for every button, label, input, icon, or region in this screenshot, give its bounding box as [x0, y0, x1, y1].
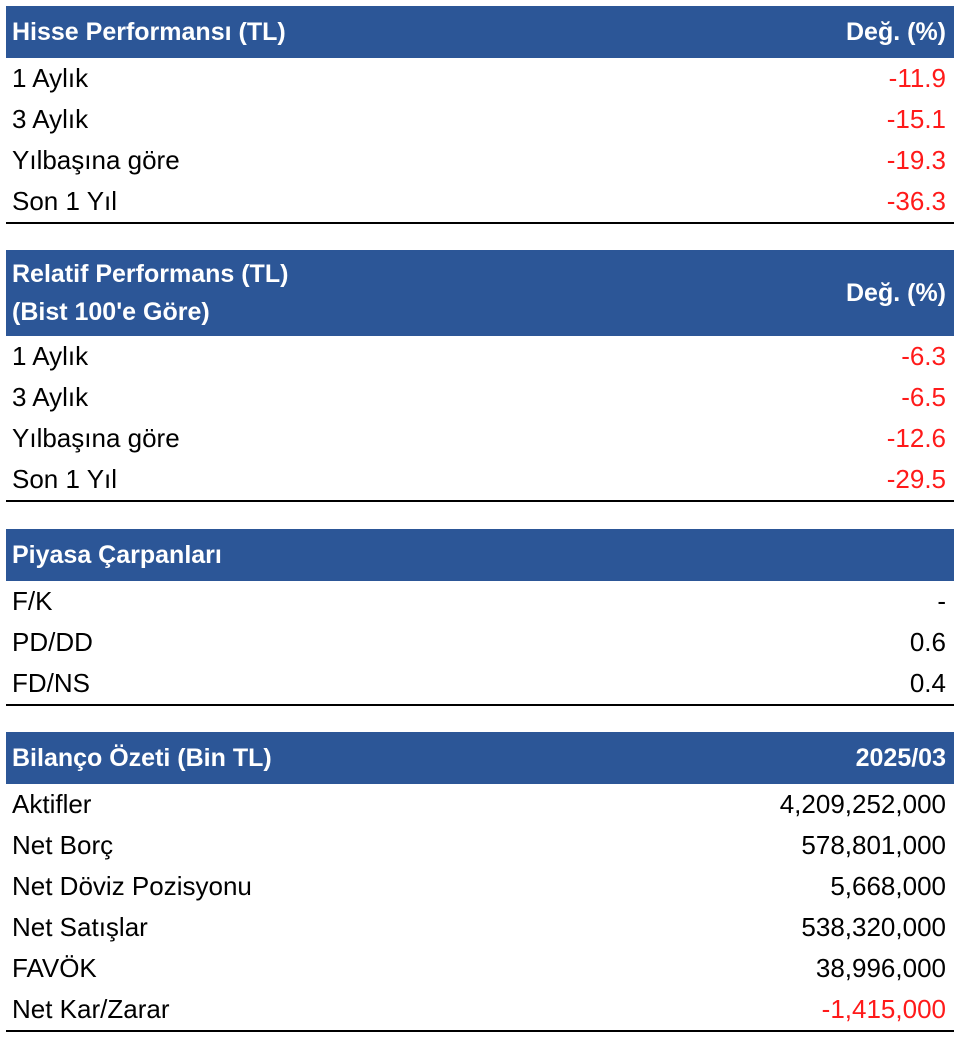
- row-value: -29.5: [886, 464, 946, 494]
- row-value: -6.3: [901, 341, 946, 371]
- balance-summary-title: Bilanço Özeti (Bin TL): [12, 743, 272, 772]
- table-row: [6, 58, 954, 99]
- row-label: Net Borç: [12, 830, 114, 860]
- stock-performance-table: [6, 6, 954, 224]
- table-row: [6, 663, 954, 704]
- stock-performance-value-header: Değ. (%): [846, 17, 946, 46]
- relative-performance-title: Relatif Performans (TL): [12, 260, 289, 288]
- row-label: 3 Aylık: [12, 104, 89, 134]
- row-value: 538,320,000: [801, 912, 946, 942]
- row-value: 4,209,252,000: [779, 789, 946, 819]
- balance-summary-period: 2025/03: [855, 743, 946, 772]
- row-label: Net Kar/Zarar: [12, 994, 170, 1024]
- row-value: 38,996,000: [815, 953, 946, 983]
- table-row: [6, 866, 954, 907]
- relative-performance-subtitle: (Bist 100'e Göre): [12, 298, 210, 326]
- row-label: 1 Aylık: [12, 341, 89, 371]
- table-row: [6, 907, 954, 948]
- stock-performance-title: Hisse Performansı (TL): [12, 17, 286, 46]
- table-row: [6, 581, 954, 622]
- row-label: Aktifler: [12, 789, 92, 819]
- row-label: Yılbaşına göre: [12, 145, 180, 175]
- row-value: -1,415,000: [821, 994, 946, 1024]
- row-label: Net Döviz Pozisyonu: [12, 871, 252, 901]
- relative-performance-value-header: Değ. (%): [846, 278, 946, 307]
- row-value: -11.9: [888, 63, 946, 93]
- row-value: -15.1: [886, 104, 946, 134]
- row-label: 1 Aylık: [12, 63, 89, 93]
- row-label: Yılbaşına göre: [12, 423, 180, 453]
- stock-performance-header: [6, 6, 954, 58]
- table-row: [6, 418, 954, 459]
- row-value: -6.5: [901, 382, 946, 412]
- row-label: FAVÖK: [12, 953, 97, 983]
- table-row: [6, 181, 954, 222]
- balance-summary-header: [6, 732, 954, 784]
- table-row: [6, 784, 954, 825]
- row-value: -12.6: [886, 423, 946, 453]
- table-row: [6, 622, 954, 663]
- row-label: F/K: [12, 586, 53, 616]
- table-row: [6, 140, 954, 181]
- row-label: 3 Aylık: [12, 382, 89, 412]
- table-row: [6, 99, 954, 140]
- table-row: [6, 989, 954, 1030]
- market-multiples-header: [6, 529, 954, 581]
- relative-performance-table: [6, 250, 954, 502]
- table-row: [6, 825, 954, 866]
- market-multiples-title: Piyasa Çarpanları: [12, 540, 222, 569]
- row-value: 578,801,000: [801, 830, 946, 860]
- row-label: PD/DD: [12, 627, 93, 657]
- row-label: Son 1 Yıl: [12, 186, 118, 216]
- market-multiples-table: [6, 529, 954, 706]
- row-value: 5,668,000: [830, 871, 946, 901]
- row-value: 0.4: [909, 668, 946, 698]
- table-row: [6, 336, 954, 377]
- row-value: -: [937, 586, 946, 616]
- row-value: -36.3: [886, 186, 946, 216]
- balance-summary-table: [6, 732, 954, 1032]
- row-label: FD/NS: [12, 668, 90, 698]
- relative-performance-header: [6, 250, 954, 336]
- table-row: [6, 459, 954, 500]
- row-label: Net Satışlar: [12, 912, 148, 942]
- row-label: Son 1 Yıl: [12, 464, 118, 494]
- table-row: [6, 377, 954, 418]
- table-row: [6, 948, 954, 989]
- row-value: -19.3: [886, 145, 946, 175]
- row-value: 0.6: [909, 627, 946, 657]
